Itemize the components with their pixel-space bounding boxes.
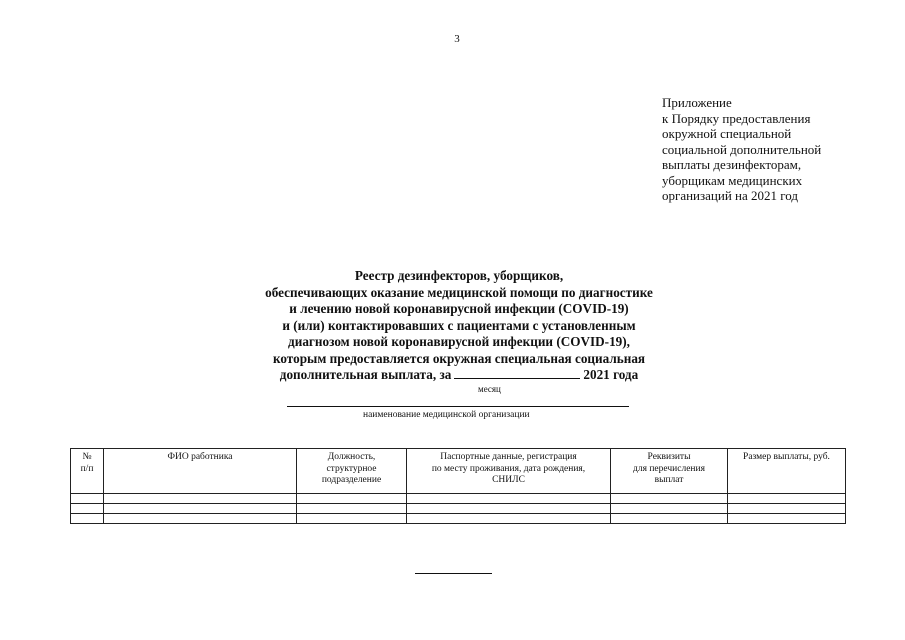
organization-caption: наименование медицинской организации (363, 410, 530, 420)
appendix-line: уборщикам медицинских (662, 172, 803, 188)
month-blank-field[interactable] (454, 367, 580, 379)
table-cell[interactable] (71, 514, 104, 524)
table-cell[interactable] (104, 514, 297, 524)
table-header-row (71, 449, 846, 494)
table-cell[interactable] (297, 504, 407, 514)
table-row (71, 504, 846, 514)
title-line-period (205, 367, 713, 384)
page-number: 3 (454, 33, 460, 45)
title-line: которым предоставляется окружная специальная социальная (272, 350, 646, 366)
table-cell[interactable] (611, 504, 728, 514)
header-passport-data: Паспортные данные, регистрация по месту проживания, дата рождения, СНИЛС (407, 449, 611, 494)
appendix-line: организаций на 2021 год (662, 188, 799, 203)
table-cell[interactable] (611, 514, 728, 524)
table-cell[interactable] (407, 514, 611, 524)
title-line: Реестр дезинфекторов, уборщиков, (354, 268, 564, 283)
appendix-line: окружной специальной (662, 126, 792, 141)
table-cell[interactable] (611, 494, 728, 504)
header-payment-amount: Размер выплаты, руб. (728, 449, 846, 494)
title-line: и лечению новой коронавирусной инфекции (COVID-19) (289, 301, 629, 316)
table-body (71, 494, 846, 524)
table-cell[interactable] (71, 504, 104, 514)
appendix-line: социальной дополнительной (662, 141, 822, 157)
table-cell[interactable] (71, 494, 104, 504)
table-cell[interactable] (104, 504, 297, 514)
title-period-suffix: 2021 года (583, 367, 639, 382)
title-line: обеспечивающих оказание медицинской помощи по диагностике (265, 284, 653, 300)
table-cell[interactable] (728, 494, 846, 504)
title-period-prefix: дополнительная выплата, за (279, 367, 452, 382)
header-number: № п/п (71, 449, 104, 494)
document-title (205, 268, 713, 384)
title-line: и (или) контактировавших с пациентами с установленным (282, 317, 636, 333)
appendix-note (662, 95, 821, 204)
table-cell[interactable] (728, 514, 846, 524)
table-cell[interactable] (297, 494, 407, 504)
header-payment-details: Реквизиты для перечисления выплат (611, 449, 728, 494)
table-cell[interactable] (297, 514, 407, 524)
bottom-separator (415, 573, 492, 574)
appendix-line: выплаты дезинфекторам, (662, 157, 802, 172)
registry-table (70, 448, 846, 524)
organization-blank-line[interactable] (287, 406, 629, 407)
table-row (71, 494, 846, 504)
table-cell[interactable] (728, 504, 846, 514)
appendix-line: Приложение (662, 95, 732, 110)
appendix-line: к Порядку предоставления (662, 110, 811, 126)
table-cell[interactable] (104, 494, 297, 504)
table-cell[interactable] (407, 504, 611, 514)
header-position: Должность, структурное подразделение (297, 449, 407, 494)
month-caption: месяц (478, 384, 501, 394)
table-cell[interactable] (407, 494, 611, 504)
header-full-name: ФИО работника (104, 449, 297, 494)
table-row (71, 514, 846, 524)
title-line: диагнозом новой коронавирусной инфекции (COVID-19), (288, 334, 630, 349)
